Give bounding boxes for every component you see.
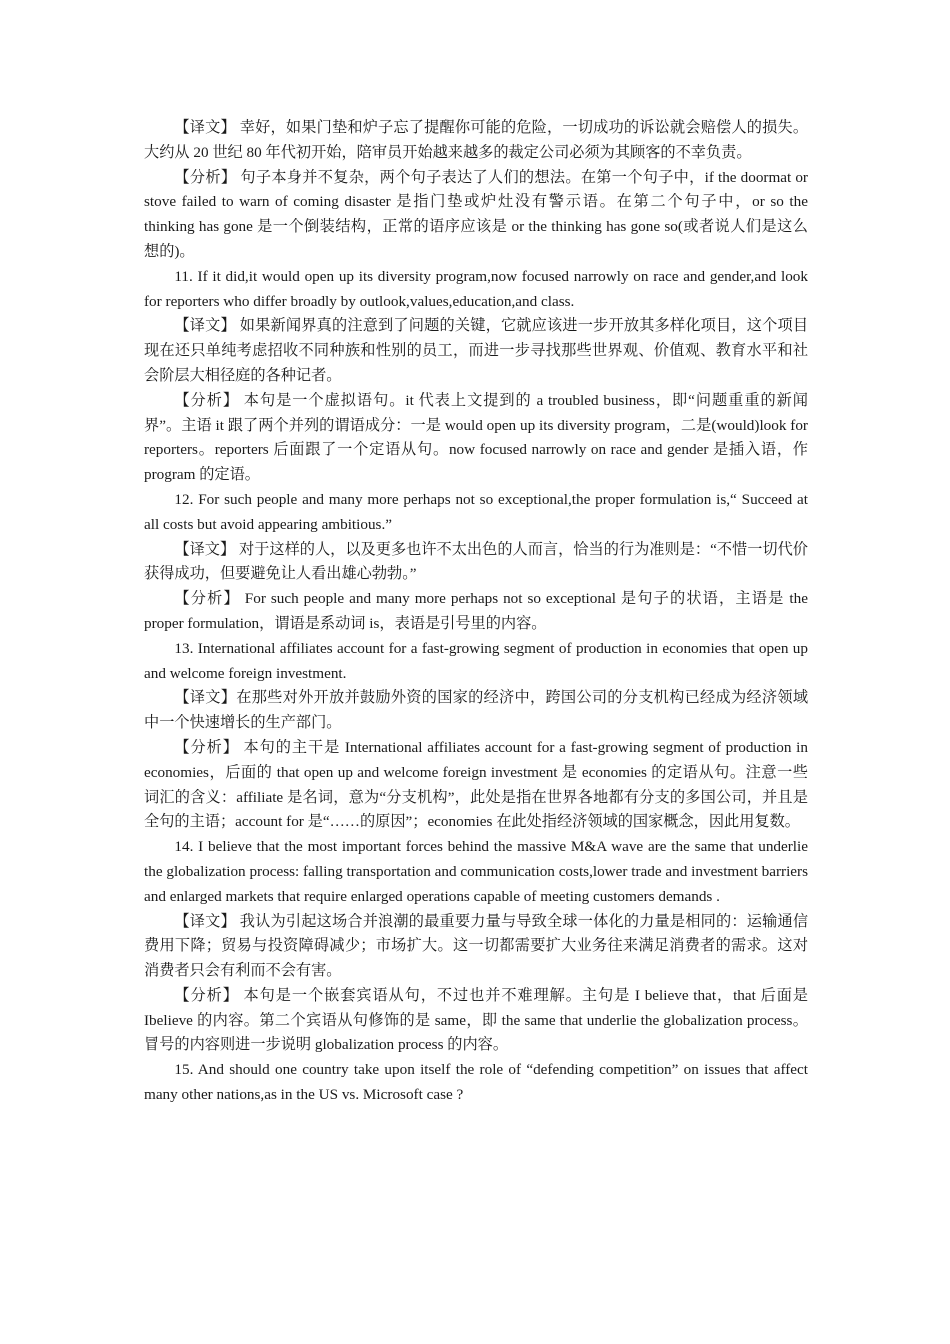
translation-paragraph-13: 【译文】在那些对外开放并鼓励外资的国家的经济中，跨国公司的分支机构已经成为经济领域中一个快速增长的生产部门。 <box>144 689 808 732</box>
sentence-11: 11. If it did,it would open up its diversity program,now focused narrowly on race and gender,and look for reporters who differ broadly by outlook,values,education,and class. <box>144 267 808 310</box>
translation-paragraph-12: 【译文】 对于这样的人，以及更多也许不太出色的人而言，恰当的行为准则是：“不惜一切代价获得成功，但要避免让人看出雄心勃勃。” <box>144 540 808 583</box>
document-page <box>144 116 808 1108</box>
sentence-13: 13. International affiliates account for a fast-growing segment of production in economies that open up and welcome foreign investment. <box>144 639 808 682</box>
translation-paragraph-14: 【译文】 我认为引起这场合并浪潮的最重要力量与导致全球一体化的力量是相同的：运输通信费用下降；贸易与投资障碍减少；市场扩大。这一切都需要扩大业务往来满足消费者的需求。这对消费者只会有利而不会有害。 <box>144 912 808 980</box>
translation-paragraph-11: 【译文】 如果新闻界真的注意到了问题的关键，它就应该进一步开放其多样化项目，这个项目现在还只单纯考虑招收不同种族和性别的员工，而进一步寻找那些世界观、价值观、教育水平和社会阶层大相径庭的各种记者。 <box>144 317 808 384</box>
sentence-14: 14. I believe that the most important forces behind the massive M&A wave are the same that underlie the globalization process: falling transportation and communication costs,lower trade and investment barriers and enlarged markets that require enlarged operations capable of meeting customers demands . <box>144 838 808 905</box>
sentence-15: 15. And should one country take upon itself the role of “defending competition” on issues that affect many other nations,as in the US vs. Microsoft case ? <box>144 1061 808 1104</box>
analysis-paragraph-10: 【分析】 句子本身并不复杂，两个句子表达了人们的想法。在第一个句子中，if the doormat or stove failed to warn of coming disaster 是指门垫或炉灶没有警示语。在第二个句子中，or so the thinking has gone 是一个倒装结构，正常的语序应该是 or the thinking has gone so(或者说人们是这么想的)。 <box>144 168 808 260</box>
analysis-paragraph-14: 【分析】 本句是一个嵌套宾语从句，不过也并不难理解。主句是 I believe that，that 后面是 Ibelieve 的内容。第二个宾语从句修饰的是 same，即 the same that underlie the globalization process。冒号的内容则进一步说明 globalization process 的内容。 <box>144 986 808 1054</box>
analysis-paragraph-11: 【分析】 本句是一个虚拟语句。it 代表上文提到的 a troubled business，即“问题重重的新闻界”。主语 it 跟了两个并列的谓语成分：一是 would open up its diversity program，二是(would)look for reporters。reporters 后面跟了一个定语从句。now focused narrowly on race and gender 是插入语，作 program 的定语。 <box>144 391 808 484</box>
analysis-paragraph-13: 【分析】 本句的主干是 International affiliates account for a fast-growing segment of production in economies，后面的 that open up and welcome foreign investment 是 economies 的定语从句。注意一些词汇的含义：affiliate 是名词，意为“分支机构”，此处是指在世界各地都有分支的多国公司，并且是全句的主语；account for 是“……的原因”；economies 在此处指经济领域的国家概念，因此用复数。 <box>144 738 808 831</box>
sentence-12: 12. For such people and many more perhaps not so exceptional,the proper formulation is,“ Succeed at all costs but avoid appearing ambitious.” <box>144 490 808 533</box>
translation-paragraph-10: 【译文】 幸好，如果门垫和炉子忘了提醒你可能的危险，一切成功的诉讼就会赔偿人的损失。大约从 20 世纪 80 年代初开始，陪审员开始越来越多的裁定公司必须为其顾客的不幸负责。 <box>144 119 808 161</box>
analysis-paragraph-12: 【分析】 For such people and many more perhaps not so exceptional 是句子的状语，主语是 the proper formulation，谓语是系动词 is，表语是引号里的内容。 <box>144 590 808 632</box>
